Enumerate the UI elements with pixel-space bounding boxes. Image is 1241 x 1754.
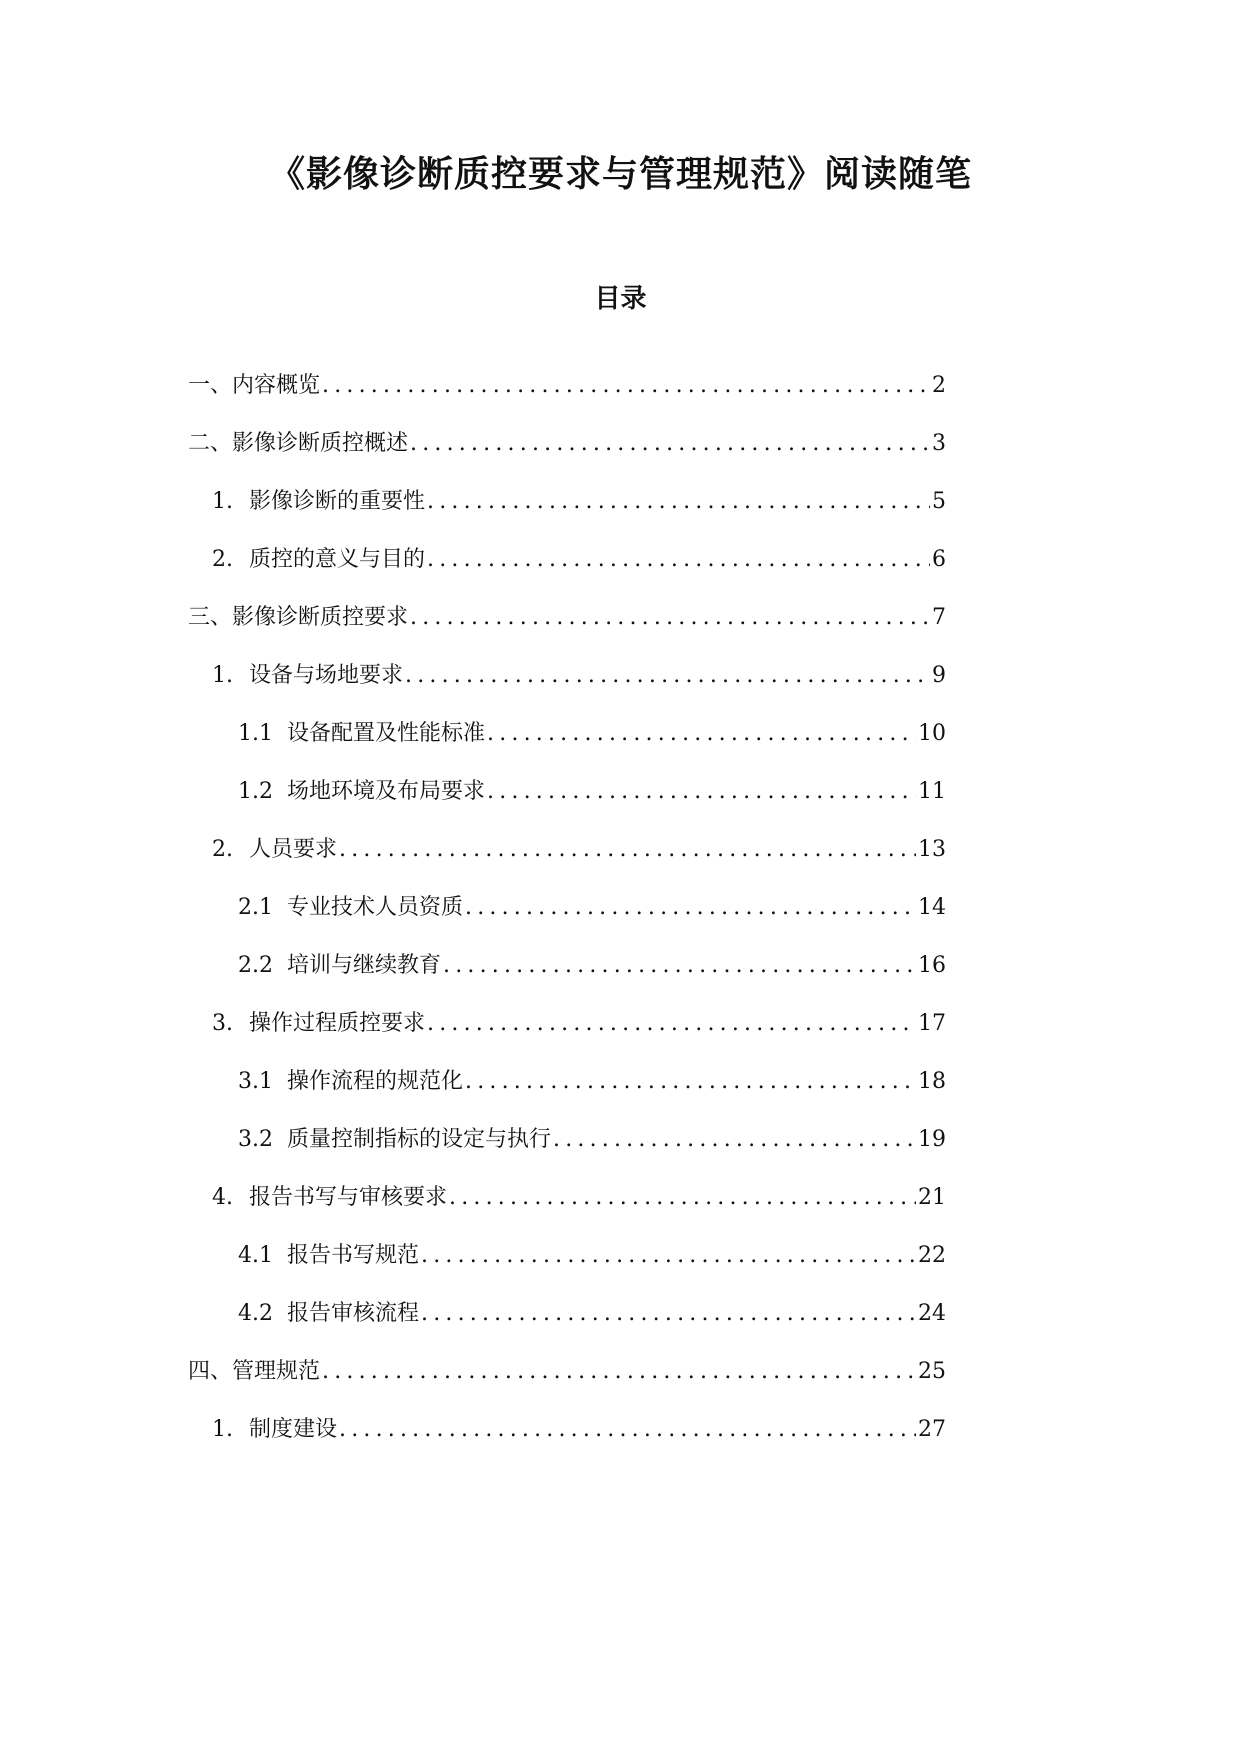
- toc-entry[interactable]: [238, 774, 946, 810]
- toc-entry[interactable]: [188, 1354, 946, 1390]
- toc-entry-number: 2.: [212, 547, 233, 572]
- toc-entry-number: 4.: [212, 1185, 233, 1210]
- toc-entry-page-number: 6: [932, 547, 946, 572]
- toc-entry-label: 报告审核流程: [287, 1301, 420, 1326]
- toc-entry-label: 人员要求: [249, 837, 338, 862]
- toc-entry-page-number: 27: [918, 1417, 946, 1442]
- toc-entry-label: 制度建设: [249, 1417, 338, 1442]
- toc-entry[interactable]: [188, 426, 946, 462]
- toc-dot-leader: [421, 1238, 916, 1274]
- toc-entry-page-number: 19: [918, 1127, 946, 1152]
- toc-entry-label: 质控的意义与目的: [249, 547, 426, 572]
- toc-entry-label: 操作过程质控要求: [249, 1011, 426, 1036]
- toc-entry-page-number: 22: [918, 1243, 946, 1268]
- toc-entry[interactable]: [212, 1412, 946, 1448]
- toc-entry-number: 2.: [212, 837, 233, 862]
- toc-entry[interactable]: [212, 1180, 946, 1216]
- toc-entry-number: 1.: [212, 1417, 233, 1442]
- toc-entry[interactable]: [212, 484, 946, 520]
- toc-entry[interactable]: [238, 1296, 946, 1332]
- toc-dot-leader: [427, 484, 930, 520]
- toc-entry-label: 一、内容概览: [188, 373, 321, 398]
- toc-entry-label: 质量控制指标的设定与执行: [287, 1127, 552, 1152]
- toc-entry-page-number: 18: [918, 1069, 946, 1094]
- toc-entry-label: 设备与场地要求: [249, 663, 404, 688]
- toc-entry-page-number: 7: [932, 605, 946, 630]
- toc-entry-number: 2.1: [238, 895, 273, 920]
- toc-entry-label: 二、影像诊断质控概述: [188, 431, 409, 456]
- toc-entry-label: 报告书写规范: [287, 1243, 420, 1268]
- toc-entry-label: 影像诊断的重要性: [249, 489, 426, 514]
- toc-entry-label: 操作流程的规范化: [287, 1069, 464, 1094]
- toc-entry-page-number: 5: [932, 489, 946, 514]
- toc-entry[interactable]: [212, 542, 946, 578]
- toc-dot-leader: [339, 1412, 916, 1448]
- toc-entry-page-number: 13: [918, 837, 946, 862]
- toc-entry[interactable]: [238, 1122, 946, 1158]
- toc-entry[interactable]: [212, 1006, 946, 1042]
- toc-entry[interactable]: [212, 832, 946, 868]
- toc-entry-number: 1.: [212, 663, 233, 688]
- toc-entry-page-number: 21: [918, 1185, 946, 1210]
- toc-entry-number: 3.1: [238, 1069, 273, 1094]
- toc-entry-number: 1.1: [238, 721, 273, 746]
- toc-entry-number: 1.2: [238, 779, 273, 804]
- toc-entry-number: 3.: [212, 1011, 233, 1036]
- toc-dot-leader: [339, 832, 916, 868]
- toc-dot-leader: [487, 774, 916, 810]
- toc-dot-leader: [405, 658, 930, 694]
- toc-heading: 目录: [594, 284, 647, 314]
- toc-entry-number: 4.2: [238, 1301, 273, 1326]
- document-title: 《影像诊断质控要求与管理规范》阅读随笔: [268, 153, 972, 195]
- toc-entry-label: 专业技术人员资质: [287, 895, 464, 920]
- toc-entry-page-number: 25: [918, 1359, 946, 1384]
- toc-entry-page-number: 10: [918, 721, 946, 746]
- toc-entry-page-number: 9: [932, 663, 946, 688]
- toc-entry-label: 报告书写与审核要求: [249, 1185, 448, 1210]
- toc-dot-leader: [443, 948, 916, 984]
- toc-dot-leader: [427, 1006, 916, 1042]
- toc-entry-page-number: 3: [932, 431, 946, 456]
- toc-entry-number: 4.1: [238, 1243, 273, 1268]
- toc-entry[interactable]: [238, 1064, 946, 1100]
- toc-entry-page-number: 24: [918, 1301, 946, 1326]
- toc-entry-number: 3.2: [238, 1127, 273, 1152]
- toc-entry-page-number: 14: [918, 895, 946, 920]
- toc-dot-leader: [410, 426, 930, 462]
- toc-dot-leader: [465, 1064, 916, 1100]
- toc-entry-number: 2.2: [238, 953, 273, 978]
- toc-dot-leader: [322, 368, 930, 404]
- toc-entry-number: 1.: [212, 489, 233, 514]
- toc-entry[interactable]: [188, 600, 946, 636]
- toc-entry-page-number: 16: [918, 953, 946, 978]
- toc-entry[interactable]: [238, 948, 946, 984]
- toc-dot-leader: [421, 1296, 916, 1332]
- toc-dot-leader: [553, 1122, 916, 1158]
- toc-entry-page-number: 2: [932, 373, 946, 398]
- toc-entry-label: 四、管理规范: [188, 1359, 321, 1384]
- toc-entry-page-number: 17: [918, 1011, 946, 1036]
- toc-dot-leader: [427, 542, 930, 578]
- toc-entry-label: 设备配置及性能标准: [287, 721, 486, 746]
- toc-entry-label: 培训与继续教育: [287, 953, 442, 978]
- toc-dot-leader: [465, 890, 916, 926]
- toc-entry-label: 三、影像诊断质控要求: [188, 605, 409, 630]
- toc-entry[interactable]: [238, 1238, 946, 1274]
- toc-entry[interactable]: [188, 368, 946, 404]
- toc-dot-leader: [449, 1180, 916, 1216]
- toc-dot-leader: [487, 716, 916, 752]
- toc-entry[interactable]: [212, 658, 946, 694]
- toc-dot-leader: [410, 600, 930, 636]
- toc-entry-label: 场地环境及布局要求: [287, 779, 486, 804]
- toc-entry-page-number: 11: [918, 779, 946, 804]
- toc-entry[interactable]: [238, 890, 946, 926]
- toc-entry[interactable]: [238, 716, 946, 752]
- toc-dot-leader: [322, 1354, 916, 1390]
